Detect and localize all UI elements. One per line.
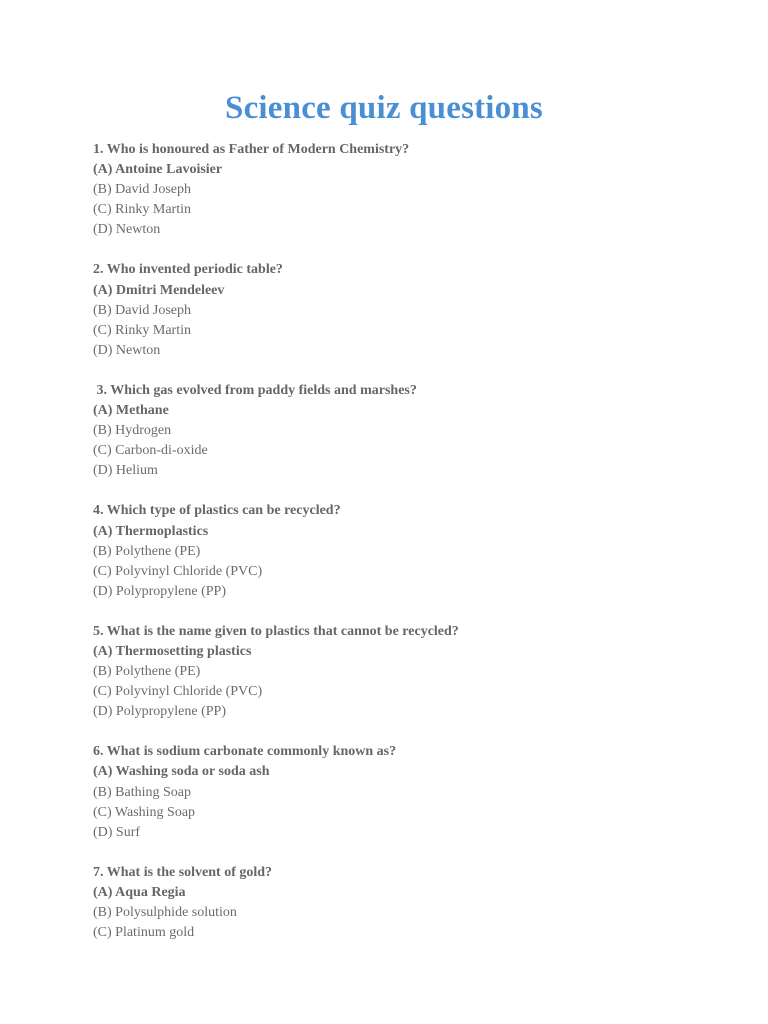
option-text: (D) Newton xyxy=(93,222,161,238)
option-text: (D) Surf xyxy=(93,824,141,840)
answer-option: (A) Antoine Lavoisier xyxy=(93,162,223,178)
question-text: 1. Who is honoured as Father of Modern Chemistry? xyxy=(93,142,410,157)
question-text: 5. What is the name given to plastics that cannot be recycled? xyxy=(93,623,459,639)
question-block xyxy=(93,260,768,360)
option-text: (C) Platinum gold xyxy=(93,925,195,941)
option-text: (C) Polyvinyl Chloride (PVC) xyxy=(93,684,263,700)
option-text: (B) Bathing Soap xyxy=(93,784,191,800)
question-text: 7. What is the solvent of gold? xyxy=(93,864,273,880)
question-list xyxy=(93,140,768,943)
page-title: Science quiz questions xyxy=(225,90,543,126)
question-text: 6. What is sodium carbonate commonly known as? xyxy=(93,744,397,760)
question-block xyxy=(93,742,768,842)
option-text: (B) Polythene (PE) xyxy=(93,543,201,559)
answer-option: (A) Dmitri Mendeleev xyxy=(93,282,225,298)
answer-option: (A) Thermoplastics xyxy=(93,523,209,539)
option-text: (D) Polypropylene (PP) xyxy=(93,704,226,720)
option-text: (C) Rinky Martin xyxy=(93,202,191,218)
option-text: (B) David Joseph xyxy=(93,302,191,318)
option-text: (B) Polythene (PE) xyxy=(93,664,201,680)
option-text: (B) Hydrogen xyxy=(93,423,172,439)
answer-option: (A) Aqua Regia xyxy=(93,884,186,900)
option-text: (C) Carbon-di-oxide xyxy=(93,443,208,459)
option-text: (D) Newton xyxy=(93,342,161,358)
answer-option: (A) Washing soda or soda ash xyxy=(93,764,270,780)
question-block xyxy=(93,140,768,240)
option-text: (B) Polysulphide solution xyxy=(93,905,237,920)
option-text: (C) Polyvinyl Chloride (PVC) xyxy=(93,563,263,579)
question-block xyxy=(93,501,768,601)
question-block xyxy=(93,622,768,722)
option-text: (D) Helium xyxy=(93,463,158,479)
question-text: 3. Which gas evolved from paddy fields and marshes? xyxy=(93,382,417,398)
question-text: 2. Who invented periodic table? xyxy=(93,262,283,278)
option-text: (D) Polypropylene (PP) xyxy=(93,583,226,599)
question-block xyxy=(93,863,768,943)
answer-option: (A) Thermosetting plastics xyxy=(93,643,252,659)
answer-option: (A) Methane xyxy=(93,403,169,419)
question-block xyxy=(93,381,768,481)
option-text: (C) Washing Soap xyxy=(93,804,196,820)
option-text: (B) David Joseph xyxy=(93,182,191,198)
question-text: 4. Which type of plastics can be recycled? xyxy=(93,503,341,519)
option-text: (C) Rinky Martin xyxy=(93,322,191,338)
